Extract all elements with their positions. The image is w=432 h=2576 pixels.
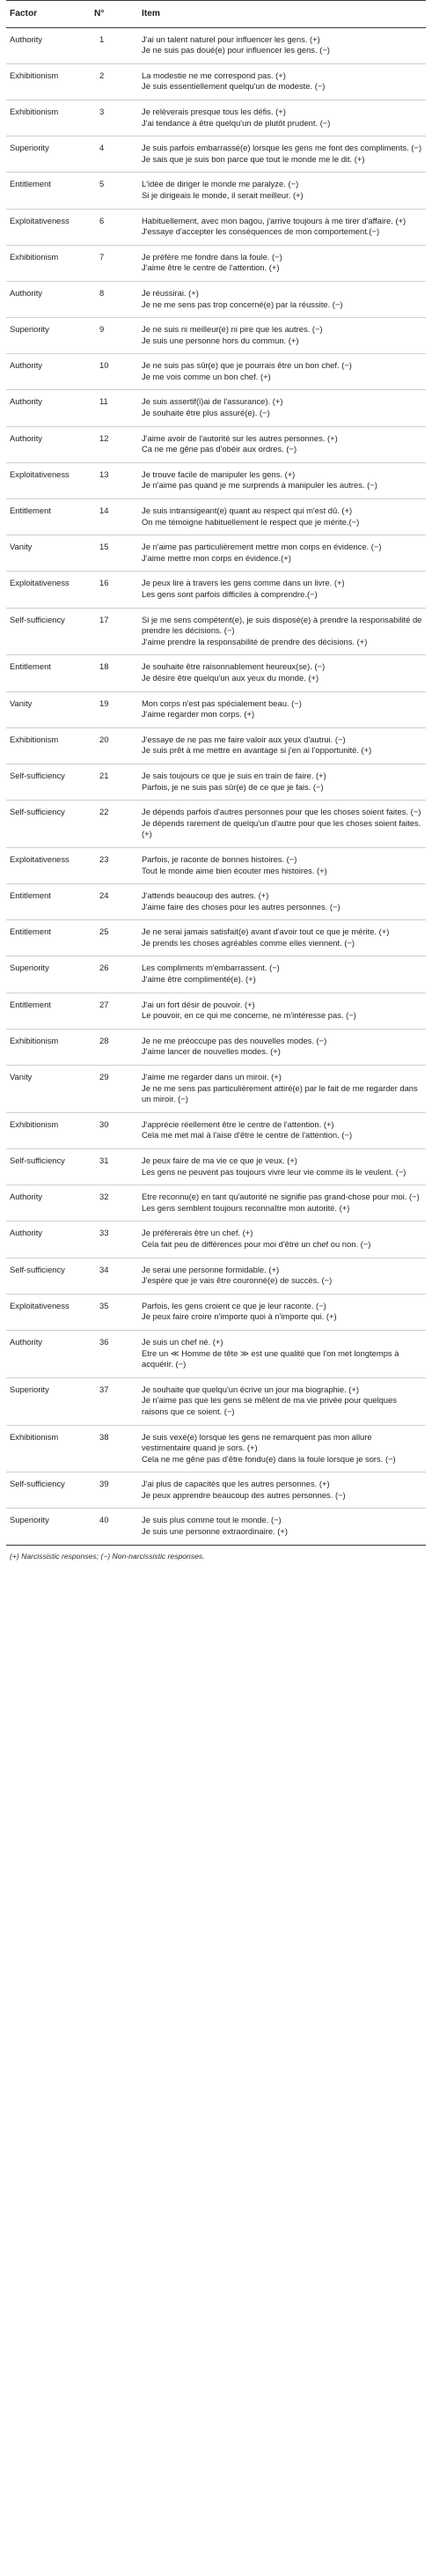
item-statement: Je ne serai jamais satisfait(e) avant d'avoir tout ce que je mérite. (+)	[142, 926, 390, 937]
item-statement: On me témoigne habituellement le respect que je mérite.(−)	[142, 516, 360, 527]
item-statement: Je peux faire croire n'importe quoi à n'importe qui. (+)	[142, 1311, 337, 1322]
item-number-cell: 17	[91, 608, 138, 655]
factor-cell: Self-sufficiency	[6, 1149, 91, 1185]
factor-cell: Authority	[6, 281, 91, 317]
factor-cell: Exhibitionism	[6, 1112, 91, 1148]
item-text-cell	[138, 63, 426, 100]
factor-cell: Superiority	[6, 137, 91, 173]
item-text-cell	[138, 100, 426, 136]
item-statement: J'essaye d'accepter les conséquences de mon comportement.(−)	[142, 226, 380, 237]
item-number-cell: 8	[91, 281, 138, 317]
item-number-cell: 13	[91, 462, 138, 498]
item-statement: Je suis intransigeant(e) quant au respect qui m'est dû. (+)	[142, 506, 353, 516]
item-text-cell	[138, 209, 426, 245]
factor-cell: Superiority	[6, 956, 91, 993]
item-statement: Si je dirigeais le monde, il serait meilleur. (+)	[142, 189, 304, 200]
item-number-cell: 39	[91, 1473, 138, 1509]
item-number-cell: 3	[91, 100, 138, 136]
item-text-cell	[138, 727, 426, 764]
table-row	[6, 691, 426, 727]
item-text-cell	[138, 608, 426, 655]
item-statement: J'aime être complimenté(e). (+)	[142, 974, 256, 985]
table-row	[6, 764, 426, 800]
item-number-cell: 33	[91, 1222, 138, 1258]
factor-cell: Authority	[6, 1222, 91, 1258]
item-statement: Je peux lire à travers les gens comme dans un livre. (+)	[142, 578, 345, 588]
item-statement: J'aime lancer de nouvelles modes. (+)	[142, 1046, 281, 1057]
item-statement: Si je me sens compétent(e), je suis disposé(e) à prendre la responsabilité de prendre les décisions. (−)	[142, 614, 422, 636]
item-text-cell	[138, 1509, 426, 1545]
item-statement: Je suis assertif(ϊ)ai de l'assurance). (+)	[142, 396, 283, 407]
factor-cell: Entitlement	[6, 884, 91, 920]
item-number-cell: 27	[91, 993, 138, 1029]
factor-cell: Exploitativeness	[6, 462, 91, 498]
table-row	[6, 462, 426, 498]
item-number-cell: 4	[91, 137, 138, 173]
item-statement: Je préfère me fondre dans la foule. (−)	[142, 251, 282, 262]
item-text-cell	[138, 27, 426, 63]
table-body	[6, 27, 426, 1545]
item-statement: Je peux apprendre beaucoup des autres personnes. (−)	[142, 1489, 346, 1500]
item-number-cell: 7	[91, 245, 138, 281]
item-number-cell: 28	[91, 1029, 138, 1065]
table-footnote: (+) Narcissistic responses; (−) Non-narcissistic responses.	[10, 1551, 205, 1561]
factor-cell: Vanity	[6, 691, 91, 727]
item-statement: Je désire être quelqu'un aux yeux du monde. (+)	[142, 672, 319, 683]
table-row	[6, 1294, 426, 1330]
table-row	[6, 1377, 426, 1425]
item-text-cell	[138, 920, 426, 956]
item-statement: J'espère que je vais être couronné(e) de succès. (−)	[142, 1275, 333, 1286]
item-statement: Je sais toujours ce que je suis en train de faire. (+)	[142, 770, 326, 780]
item-number-cell: 9	[91, 318, 138, 354]
item-text-cell	[138, 390, 426, 426]
item-statement: J'ai tendance à être quelqu'un de plutôt prudent. (−)	[142, 117, 331, 128]
item-text-cell	[138, 173, 426, 209]
factor-cell: Exhibitionism	[6, 63, 91, 100]
table-row	[6, 1112, 426, 1148]
npi-items-table	[6, 0, 426, 1546]
factor-cell: Superiority	[6, 1509, 91, 1545]
table-row	[6, 1473, 426, 1509]
table-row	[6, 499, 426, 535]
item-statement: Je suis parfois embarrassé(e) lorsque les gens me font des compliments. (−)	[142, 143, 422, 153]
factor-cell: Self-sufficiency	[6, 764, 91, 800]
table-row	[6, 27, 426, 63]
table-row	[6, 63, 426, 100]
item-text-cell	[138, 1330, 426, 1377]
item-number-cell: 15	[91, 535, 138, 572]
item-text-cell	[138, 462, 426, 498]
item-statement: Je réussirai. (+)	[142, 287, 199, 298]
factor-cell: Entitlement	[6, 993, 91, 1029]
item-number-cell: 34	[91, 1258, 138, 1294]
factor-cell: Vanity	[6, 535, 91, 572]
item-text-cell	[138, 499, 426, 535]
header-number: N°	[91, 1, 138, 28]
factor-cell: Exploitativeness	[6, 847, 91, 883]
table-row	[6, 100, 426, 136]
table-row	[6, 354, 426, 390]
table-row	[6, 1425, 426, 1473]
item-text-cell	[138, 572, 426, 608]
item-statement: Je trouve facile de manipuler les gens. (+)	[142, 469, 296, 479]
item-text-cell	[138, 1425, 426, 1473]
item-text-cell	[138, 1185, 426, 1222]
item-number-cell: 16	[91, 572, 138, 608]
item-number-cell: 20	[91, 727, 138, 764]
item-text-cell	[138, 956, 426, 993]
item-statement: Etre un ≪ Homme de tête ≫ est une qualité que l'on met longtemps à acquérir. (−)	[142, 1347, 399, 1369]
table-row	[6, 137, 426, 173]
factor-cell: Superiority	[6, 1377, 91, 1425]
item-text-cell	[138, 245, 426, 281]
item-text-cell	[138, 1149, 426, 1185]
item-statement: Les gens semblent toujours reconnaître mon autorité. (+)	[142, 1202, 350, 1213]
item-number-cell: 2	[91, 63, 138, 100]
item-statement: J'attends beaucoup des autres. (+)	[142, 890, 269, 901]
table-row	[6, 390, 426, 426]
item-statement: Je ne suis ni meilleur(e) ni pire que les autres. (−)	[142, 324, 323, 335]
item-number-cell: 31	[91, 1149, 138, 1185]
item-statement: Parfois, les gens croient ce que je leur raconte. (−)	[142, 1300, 326, 1310]
item-statement: Je peux faire de ma vie ce que je veux. (+)	[142, 1155, 297, 1165]
item-statement: J'aime prendre la responsabilité de prendre des décisions. (+)	[142, 636, 368, 646]
item-statement: J'ai un talent naturel pour influencer les gens. (+)	[142, 33, 320, 44]
item-text-cell	[138, 318, 426, 354]
item-statement: Je ne me sens pas particulièrement attiré(e) par le fait de me regarder dans un miroir. (−)	[142, 1082, 418, 1104]
table-row	[6, 426, 426, 462]
item-statement: J'essaye de ne pas me faire valoir aux yeux d'autrui. (−)	[142, 734, 346, 744]
item-statement: Les gens sont parfois difficiles à comprendre.(−)	[142, 589, 318, 599]
item-statement: Ca ne me gêne pas d'obéir aux ordres. (−)	[142, 444, 297, 454]
item-statement: Je suis une personne extraordinaire. (+)	[142, 1526, 288, 1537]
item-statement: Je suis une personne hors du commun. (+)	[142, 335, 299, 345]
item-statement: J'aime avoir de l'autorité sur les autres personnes. (+)	[142, 432, 338, 443]
table-row	[6, 1222, 426, 1258]
header-item: Item	[138, 1, 426, 28]
factor-cell: Authority	[6, 390, 91, 426]
table-row	[6, 920, 426, 956]
item-text-cell	[138, 1222, 426, 1258]
table-row	[6, 608, 426, 655]
item-number-cell: 14	[91, 499, 138, 535]
item-statement: Je suis essentiellement quelqu'un de modeste. (−)	[142, 81, 326, 92]
item-text-cell	[138, 426, 426, 462]
item-text-cell	[138, 801, 426, 848]
item-statement: Je suis prêt à me mettre en avantage si j'en ai l'opportunité. (+)	[142, 745, 372, 756]
item-number-cell: 40	[91, 1509, 138, 1545]
item-statement: Je préférerais être un chef. (+)	[142, 1228, 253, 1238]
item-statement: Je serai une personne formidable. (+)	[142, 1264, 280, 1274]
table-row	[6, 209, 426, 245]
item-statement: Je souhaite que quelqu'un écrive un jour ma biographie. (+)	[142, 1384, 360, 1394]
item-statement: Cela fait peu de différences pour moi d'être un chef ou non. (−)	[142, 1238, 371, 1249]
factor-cell: Entitlement	[6, 655, 91, 691]
item-statement: Je prends les choses agréables comme elles viennent. (−)	[142, 937, 355, 948]
item-number-cell: 10	[91, 354, 138, 390]
factor-cell: Self-sufficiency	[6, 1473, 91, 1509]
table-row	[6, 884, 426, 920]
table-row	[6, 801, 426, 848]
item-statement: Je suis un chef né. (+)	[142, 1336, 223, 1347]
item-statement: J'aime regarder mon corps. (+)	[142, 709, 255, 720]
item-statement: J'aime me regarder dans un miroir. (+)	[142, 1072, 282, 1082]
item-statement: Le pouvoir, en ce qui me concerne, ne m'intéresse pas. (−)	[142, 1010, 356, 1021]
item-text-cell	[138, 655, 426, 691]
item-text-cell	[138, 281, 426, 317]
item-number-cell: 37	[91, 1377, 138, 1425]
factor-cell: Self-sufficiency	[6, 801, 91, 848]
item-statement: Je sais que je suis bon parce que tout le monde me le dit. (+)	[142, 153, 365, 164]
item-statement: Je souhaite être plus assuré(e). (−)	[142, 408, 270, 418]
item-number-cell: 21	[91, 764, 138, 800]
item-statement: Je dépends parfois d'autres personnes pour que les choses soient faites. (−)	[142, 807, 421, 817]
factor-cell: Authority	[6, 27, 91, 63]
factor-cell: Exploitativeness	[6, 1294, 91, 1330]
item-number-cell: 32	[91, 1185, 138, 1222]
factor-cell: Exploitativeness	[6, 572, 91, 608]
table-row	[6, 572, 426, 608]
item-number-cell: 11	[91, 390, 138, 426]
factor-cell: Entitlement	[6, 920, 91, 956]
item-number-cell: 18	[91, 655, 138, 691]
item-statement: Habituellement, avec mon bagou, j'arrive toujours à me tirer d'affaire. (+)	[142, 215, 406, 225]
item-statement: Parfois, je raconte de bonnes histoires. (−)	[142, 853, 297, 864]
factor-cell: Self-sufficiency	[6, 1258, 91, 1294]
item-text-cell	[138, 1029, 426, 1065]
item-statement: Je relèverais presque tous les défis. (+)	[142, 106, 286, 116]
item-number-cell: 35	[91, 1294, 138, 1330]
item-statement: Je ne suis pas doué(e) pour influencer les gens. (−)	[142, 45, 330, 55]
item-number-cell: 5	[91, 173, 138, 209]
item-number-cell: 29	[91, 1066, 138, 1113]
header-factor: Factor	[6, 1, 91, 28]
factor-cell: Authority	[6, 354, 91, 390]
factor-cell: Vanity	[6, 1066, 91, 1113]
table-row	[6, 1149, 426, 1185]
factor-cell: Exploitativeness	[6, 209, 91, 245]
table-row	[6, 1258, 426, 1294]
item-text-cell	[138, 354, 426, 390]
item-text-cell	[138, 1377, 426, 1425]
item-number-cell: 1	[91, 27, 138, 63]
item-statement: Je n'aime pas quand je me surprends à manipuler les autres. (−)	[142, 480, 377, 491]
table-row	[6, 173, 426, 209]
factor-cell: Entitlement	[6, 499, 91, 535]
item-number-cell: 38	[91, 1425, 138, 1473]
item-number-cell: 26	[91, 956, 138, 993]
table-row	[6, 318, 426, 354]
item-statement: Etre reconnu(e) en tant qu'autorité ne signifie pas grand-chose pour moi. (−)	[142, 1192, 420, 1202]
item-text-cell	[138, 1294, 426, 1330]
table-row	[6, 847, 426, 883]
table-row	[6, 655, 426, 691]
item-text-cell	[138, 137, 426, 173]
table-row	[6, 281, 426, 317]
item-number-cell: 22	[91, 801, 138, 848]
table-row	[6, 245, 426, 281]
factor-cell: Exhibitionism	[6, 727, 91, 764]
item-text-cell	[138, 847, 426, 883]
table-row	[6, 1330, 426, 1377]
table-row	[6, 1029, 426, 1065]
item-number-cell: 19	[91, 691, 138, 727]
item-text-cell	[138, 535, 426, 572]
factor-cell: Superiority	[6, 318, 91, 354]
item-statement: J'aime être le centre de l'attention. (+)	[142, 262, 280, 273]
item-text-cell	[138, 1258, 426, 1294]
item-text-cell	[138, 1112, 426, 1148]
item-number-cell: 23	[91, 847, 138, 883]
factor-cell: Authority	[6, 426, 91, 462]
item-statement: Parfois, je ne suis pas sûr(e) de ce que je fais. (−)	[142, 781, 324, 792]
item-number-cell: 24	[91, 884, 138, 920]
item-statement: L'idée de diriger le monde me paralyze. (−)	[142, 179, 299, 189]
item-statement: Je ne me sens pas trop concerné(e) par la réussite. (−)	[142, 299, 343, 309]
factor-cell: Authority	[6, 1330, 91, 1377]
item-statement: Je me vois comme un bon chef. (+)	[142, 371, 271, 381]
item-number-cell: 6	[91, 209, 138, 245]
item-statement: Je n'aime pas que les gens se mêlent de ma vie privée pour quelques raisons que ce soient. (−)	[142, 1395, 397, 1416]
item-number-cell: 36	[91, 1330, 138, 1377]
item-statement: La modestie ne me correspond pas. (+)	[142, 70, 286, 80]
table-row	[6, 956, 426, 993]
factor-cell: Exhibitionism	[6, 1425, 91, 1473]
item-statement: Je suis vexé(e) lorsque les gens ne remarquent pas mon allure vestimentaire quand je sors. (+)	[142, 1431, 372, 1453]
table-row	[6, 535, 426, 572]
item-statement: Les compliments m'embarrassent. (−)	[142, 963, 280, 973]
item-statement: J'ai un fort désir de pouvoir. (+)	[142, 999, 255, 1009]
item-statement: Mon corps n'est pas spécialement beau. (−)	[142, 698, 302, 708]
item-text-cell	[138, 993, 426, 1029]
item-text-cell	[138, 691, 426, 727]
item-text-cell	[138, 1473, 426, 1509]
item-statement: J'aime mettre mon corps en évidence.(+)	[142, 552, 291, 563]
item-statement: Je dépends rarement de quelqu'un d'autre pour que les choses soient faites. (+)	[142, 817, 421, 839]
item-statement: Je n'aime pas particulièrement mettre mon corps en évidence. (−)	[142, 542, 382, 552]
factor-cell: Authority	[6, 1185, 91, 1222]
item-statement: Je ne me préoccupe pas des nouvelles modes. (−)	[142, 1035, 327, 1045]
factor-cell: Entitlement	[6, 173, 91, 209]
table-header	[6, 1, 426, 28]
table-row	[6, 1066, 426, 1113]
item-statement: Je suis plus comme tout le monde. (−)	[142, 1515, 282, 1525]
item-number-cell: 25	[91, 920, 138, 956]
factor-cell: Exhibitionism	[6, 1029, 91, 1065]
factor-cell: Self-sufficiency	[6, 608, 91, 655]
item-statement: J'ai plus de capacités que les autres personnes. (+)	[142, 1479, 330, 1489]
table-row	[6, 1509, 426, 1545]
item-statement: Tout le monde aime bien écouter mes histoires. (+)	[142, 865, 327, 875]
item-statement: Je ne suis pas sûr(e) que je pourrais être un bon chef. (−)	[142, 360, 352, 371]
item-statement: Cela me met mal à l'aise d'être le centre de l'attention. (−)	[142, 1130, 353, 1140]
item-statement: Cela ne me gêne pas d'être fondu(e) dans la foule lorsque je sors. (−)	[142, 1453, 396, 1464]
item-text-cell	[138, 884, 426, 920]
table-row	[6, 727, 426, 764]
item-text-cell	[138, 764, 426, 800]
item-statement: Les gens ne peuvent pas toujours vivre leur vie comme ils le veulent. (−)	[142, 1166, 406, 1177]
item-statement: Je souhaite être raisonnablement heureux(se). (−)	[142, 661, 326, 672]
item-text-cell	[138, 1066, 426, 1113]
table-row	[6, 993, 426, 1029]
factor-cell: Exhibitionism	[6, 245, 91, 281]
item-statement: J'aime faire des choses pour les autres personnes. (−)	[142, 901, 340, 912]
item-statement: J'apprécie réellement être le centre de l'attention. (+)	[142, 1118, 334, 1129]
table-row	[6, 1185, 426, 1222]
factor-cell: Exhibitionism	[6, 100, 91, 136]
item-number-cell: 30	[91, 1112, 138, 1148]
item-number-cell: 12	[91, 426, 138, 462]
